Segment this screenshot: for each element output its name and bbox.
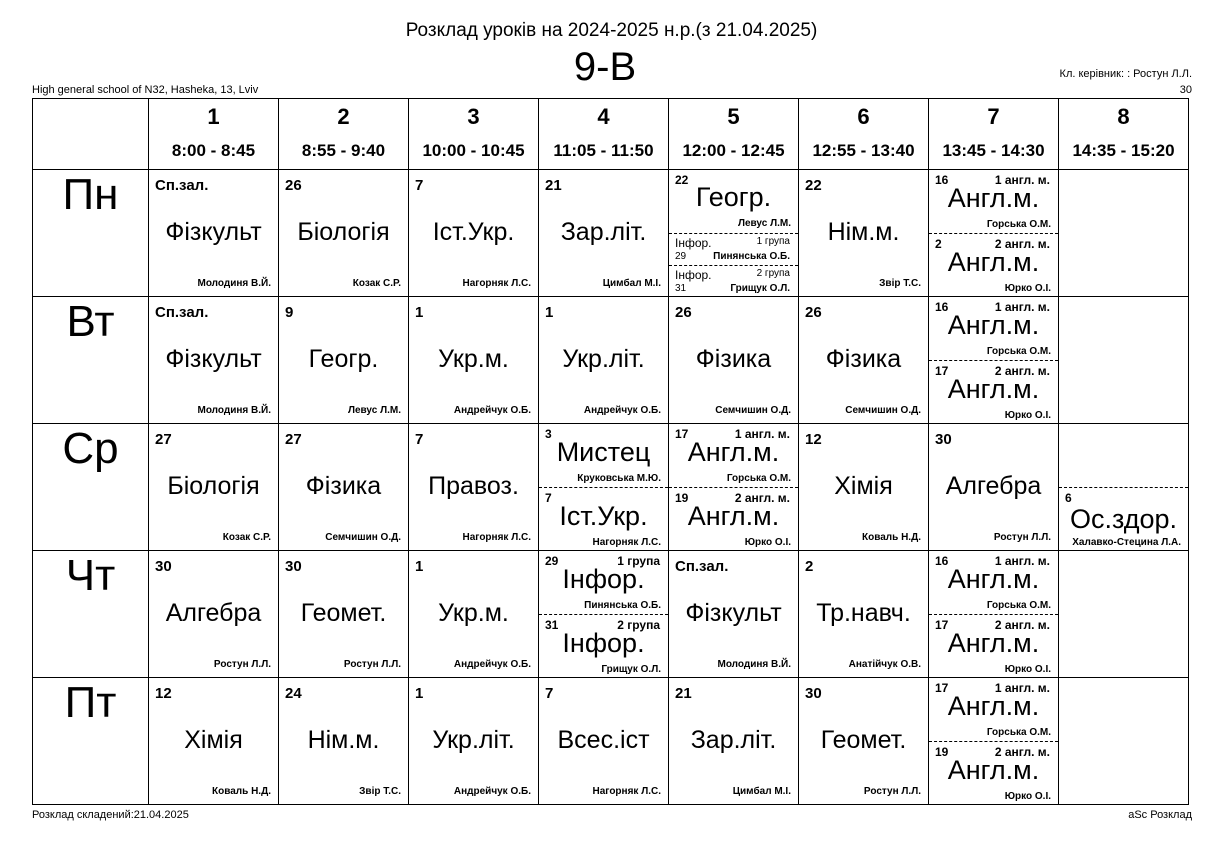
lesson-room: 7 <box>545 491 552 505</box>
lesson-teacher: Семчишин О.Д. <box>715 405 791 416</box>
lesson-part <box>669 170 798 234</box>
lesson-teacher: Ростун Л.Л. <box>863 786 921 797</box>
lesson-cell <box>669 297 799 424</box>
lesson-cell-split <box>539 424 669 551</box>
lesson-subject: Англ.м. <box>947 374 1040 404</box>
lesson-teacher: Андрейчук О.Б. <box>453 786 531 797</box>
lesson-part <box>929 297 1058 361</box>
lesson-part <box>669 424 798 488</box>
lesson-room: 22 <box>675 173 689 187</box>
lesson-teacher: Звір Т.С. <box>359 786 401 797</box>
lesson-cell <box>149 551 279 678</box>
period-number: 2 <box>337 104 350 129</box>
lesson-cell <box>409 424 539 551</box>
period-time: 14:35 - 15:20 <box>1072 141 1175 160</box>
lesson-cell <box>149 297 279 424</box>
lesson-subject: Англ.м. <box>687 437 780 467</box>
lesson-teacher: Нагорняк Л.С. <box>592 786 661 797</box>
class-name: 9-В <box>573 45 637 89</box>
lesson-subject: Геогр. <box>695 182 772 212</box>
lesson-room: 30 <box>155 558 172 575</box>
lesson-part <box>929 615 1058 678</box>
lesson-room: Сп.зал. <box>155 304 209 321</box>
lesson-teacher: Левус Л.М. <box>737 218 791 229</box>
lesson-teacher: Горська О.М. <box>986 727 1051 738</box>
lesson-part <box>929 170 1058 234</box>
lesson-room: 7 <box>545 685 554 702</box>
lesson-room: 31 <box>545 618 559 632</box>
lesson-subject: Нім.м. <box>307 726 380 754</box>
lesson-room: 17 <box>935 618 949 632</box>
lesson-group: 1 англ. м. <box>994 554 1050 568</box>
lesson-room: 1 <box>545 304 554 321</box>
lesson-room: 2 <box>935 237 942 251</box>
lesson-subject: Англ.м. <box>947 247 1040 277</box>
lesson-cell <box>409 297 539 424</box>
lesson-teacher: Цимбал М.І. <box>732 786 791 797</box>
lesson-teacher: Нагорняк Л.С. <box>592 537 661 548</box>
lesson-subject: Інфор. <box>562 628 645 658</box>
lesson-cell <box>279 678 409 805</box>
period-time: 13:45 - 14:30 <box>942 141 1045 160</box>
period-time: 8:55 - 9:40 <box>301 141 386 160</box>
lesson-subject: Англ.м. <box>947 691 1040 721</box>
lesson-subject: Зар.літ. <box>690 726 777 754</box>
lesson-cell-empty <box>1059 551 1189 678</box>
lesson-part <box>539 424 668 488</box>
lesson-room: 27 <box>155 431 172 448</box>
lesson-teacher: Молодиня В.Й. <box>717 659 791 670</box>
school-name: High general school of N32, Hasheka, 13, Lviv <box>32 84 259 96</box>
lesson-teacher: Круковська М.Ю. <box>577 473 661 484</box>
period-header-6 <box>799 99 929 170</box>
lesson-subject: Англ.м. <box>947 310 1040 340</box>
lesson-group: 2 англ. м. <box>994 364 1050 378</box>
period-time: 12:55 - 13:40 <box>812 141 915 160</box>
lesson-room: 31 <box>675 283 687 294</box>
lesson-room: 19 <box>675 491 689 505</box>
lesson-teacher: Горська О.М. <box>986 346 1051 357</box>
period-time: 12:00 - 12:45 <box>682 141 785 160</box>
lesson-subject: Геомет. <box>300 599 387 627</box>
lesson-part <box>1059 488 1188 551</box>
lesson-subject: Інфор. <box>562 564 645 594</box>
lesson-teacher: Горська О.М. <box>986 219 1051 230</box>
lesson-room: 22 <box>805 177 822 194</box>
lesson-part <box>669 266 798 297</box>
lesson-teacher: Левус Л.М. <box>347 405 401 416</box>
lesson-part <box>929 361 1058 424</box>
lesson-subject: Укр.м. <box>438 345 509 373</box>
lesson-subject: Біологія <box>167 472 260 500</box>
lesson-teacher: Молодиня В.Й. <box>197 405 271 416</box>
lesson-teacher: Халавко-Стецина Л.А. <box>1072 537 1181 548</box>
lesson-cell <box>279 297 409 424</box>
period-header-7 <box>929 99 1059 170</box>
lesson-subject: Біологія <box>297 218 390 246</box>
lesson-group: 2 англ. м. <box>994 618 1050 632</box>
lesson-room: 7 <box>415 177 424 194</box>
period-number: 4 <box>597 104 610 129</box>
lesson-group: 1 група <box>756 236 790 247</box>
lesson-cell <box>539 170 669 297</box>
lesson-cell <box>929 424 1059 551</box>
lesson-subject: Англ.м. <box>947 628 1040 658</box>
timetable-grid <box>32 98 1189 805</box>
lesson-teacher: Горська О.М. <box>986 600 1051 611</box>
lesson-cell <box>409 551 539 678</box>
lesson-part <box>539 488 668 551</box>
lesson-teacher: Звір Т.С. <box>879 278 921 289</box>
lesson-subject: Зар.літ. <box>560 218 647 246</box>
lesson-room: 21 <box>545 177 562 194</box>
lesson-subject: Інфор. <box>675 236 712 250</box>
lesson-subject: Алгебра <box>165 599 262 627</box>
lesson-teacher: Ростун Л.Л. <box>993 532 1051 543</box>
lesson-teacher: Горська О.М. <box>726 473 791 484</box>
lesson-room: 16 <box>935 554 949 568</box>
lesson-subject: Хімія <box>184 726 243 754</box>
lesson-room: 16 <box>935 173 949 187</box>
lesson-cell <box>799 297 929 424</box>
lesson-group: 1 англ. м. <box>994 173 1050 187</box>
lesson-subject: Геогр. <box>308 345 379 373</box>
lesson-room: 24 <box>285 685 302 702</box>
lesson-cell-empty <box>1059 297 1189 424</box>
lesson-cell <box>539 678 669 805</box>
created-date: Розклад складений:21.04.2025 <box>32 809 189 821</box>
lesson-group: 2 група <box>617 618 660 632</box>
lesson-subject: Фізика <box>825 345 902 373</box>
lesson-cell <box>669 678 799 805</box>
lesson-subject: Інфор. <box>675 268 712 282</box>
lesson-cell <box>409 170 539 297</box>
lesson-cell <box>279 170 409 297</box>
lesson-teacher: Козак С.Р. <box>352 278 401 289</box>
lesson-room: 17 <box>935 681 949 695</box>
lesson-teacher: Ростун Л.Л. <box>213 659 271 670</box>
lesson-cell-empty <box>1059 170 1189 297</box>
lesson-teacher: Семчишин О.Д. <box>845 405 921 416</box>
day-label-fri: Пт <box>33 678 149 805</box>
lesson-room: 30 <box>285 558 302 575</box>
lesson-subject: Укр.літ. <box>432 726 515 754</box>
lesson-part <box>929 742 1058 805</box>
period-number: 8 <box>1117 104 1130 129</box>
lesson-teacher: Коваль Н.Д. <box>212 786 271 797</box>
lesson-subject: Мистец <box>556 437 651 467</box>
lesson-room: 12 <box>805 431 822 448</box>
lesson-room: 26 <box>675 304 692 321</box>
lesson-teacher: Коваль Н.Д. <box>862 532 921 543</box>
lesson-cell-split <box>669 424 799 551</box>
lesson-subject: Укр.м. <box>438 599 509 627</box>
period-number: 1 <box>207 104 220 129</box>
lesson-subject: Іст.Укр. <box>559 501 648 531</box>
lesson-cell <box>669 551 799 678</box>
lesson-teacher: Молодиня В.Й. <box>197 278 271 289</box>
lesson-cell <box>279 551 409 678</box>
lesson-teacher: Андрейчук О.Б. <box>453 405 531 416</box>
lesson-group: 1 англ. м. <box>994 681 1050 695</box>
lesson-part-empty <box>1059 424 1188 488</box>
lesson-teacher: Козак С.Р. <box>222 532 271 543</box>
lesson-group: 1 англ. м. <box>734 427 790 441</box>
lesson-teacher: Юрко О.І. <box>744 537 791 548</box>
lesson-room: 1 <box>415 685 424 702</box>
lesson-cell-split <box>929 170 1059 297</box>
lesson-part <box>539 615 668 678</box>
lesson-cell <box>799 170 929 297</box>
lesson-teacher: Пинянська О.Б. <box>584 600 661 611</box>
lesson-group: 2 англ. м. <box>994 745 1050 759</box>
lesson-cell-split <box>929 678 1059 805</box>
homeroom-number: 30 <box>1179 84 1192 96</box>
lesson-cell <box>149 170 279 297</box>
lesson-subject: Фізика <box>695 345 772 373</box>
lesson-subject: Правоз. <box>428 472 519 500</box>
lesson-room: 7 <box>415 431 424 448</box>
lesson-part <box>669 488 798 551</box>
lesson-teacher: Юрко О.І. <box>1004 283 1051 294</box>
lesson-cell-split <box>539 551 669 678</box>
lesson-subject: Алгебра <box>945 472 1042 500</box>
lesson-teacher: Андрейчук О.Б. <box>453 659 531 670</box>
lesson-part <box>669 234 798 266</box>
lesson-subject: Тр.навч. <box>816 599 911 627</box>
period-number: 7 <box>987 104 1000 129</box>
lesson-teacher: Нагорняк Л.С. <box>462 278 531 289</box>
lesson-room: 19 <box>935 745 949 759</box>
lesson-room: 26 <box>285 177 302 194</box>
lesson-part <box>929 551 1058 615</box>
lesson-teacher: Цимбал М.І. <box>602 278 661 289</box>
lesson-group: 2 група <box>756 268 790 279</box>
lesson-room: 29 <box>545 554 559 568</box>
class-teacher: Кл. керівник: : Ростун Л.Л. <box>1059 68 1192 80</box>
lesson-room: 30 <box>805 685 822 702</box>
lesson-room: 1 <box>415 304 424 321</box>
period-number: 3 <box>467 104 480 129</box>
lesson-room: 12 <box>155 685 172 702</box>
lesson-teacher: Андрейчук О.Б. <box>583 405 661 416</box>
lesson-room: 26 <box>805 304 822 321</box>
period-header-1 <box>149 99 279 170</box>
lesson-teacher: Нагорняк Л.С. <box>462 532 531 543</box>
lesson-room: 27 <box>285 431 302 448</box>
lesson-cell <box>799 678 929 805</box>
period-number: 6 <box>857 104 870 129</box>
lesson-part <box>929 678 1058 742</box>
lesson-cell-split <box>929 297 1059 424</box>
lesson-group: 1 група <box>617 554 660 568</box>
day-label-thu: Чт <box>33 551 149 678</box>
lesson-subject: Фізкульт <box>165 218 262 246</box>
lesson-room: 9 <box>285 304 294 321</box>
lesson-cell <box>799 551 929 678</box>
lesson-room: 30 <box>935 431 952 448</box>
lesson-subject: Хімія <box>834 472 893 500</box>
lesson-teacher: Ростун Л.Л. <box>343 659 401 670</box>
lesson-subject: Фізкульт <box>165 345 262 373</box>
lesson-teacher: Грищук О.Л. <box>601 664 661 675</box>
lesson-room: Сп.зал. <box>675 558 729 575</box>
lesson-cell-empty <box>1059 678 1189 805</box>
lesson-subject: Фізика <box>305 472 382 500</box>
lesson-room: 3 <box>545 427 552 441</box>
lesson-group: 1 англ. м. <box>994 300 1050 314</box>
lesson-subject: Іст.Укр. <box>432 218 515 246</box>
lesson-subject: Фізкульт <box>685 599 782 627</box>
lesson-teacher: Семчишин О.Д. <box>325 532 401 543</box>
lesson-cell <box>539 297 669 424</box>
period-time: 10:00 - 10:45 <box>422 141 525 160</box>
lesson-cell <box>409 678 539 805</box>
lesson-room: 1 <box>415 558 424 575</box>
lesson-teacher: Юрко О.І. <box>1004 791 1051 802</box>
lesson-subject: Нім.м. <box>827 218 900 246</box>
period-time: 11:05 - 11:50 <box>553 141 654 160</box>
period-header-3 <box>409 99 539 170</box>
lesson-subject: Укр.літ. <box>562 345 645 373</box>
lesson-subject: Всес.іст <box>557 726 650 754</box>
lesson-teacher: Юрко О.І. <box>1004 410 1051 421</box>
period-time: 8:00 - 8:45 <box>171 141 256 160</box>
lesson-part <box>539 551 668 615</box>
corner-cell <box>33 99 149 170</box>
lesson-room: 6 <box>1065 491 1072 505</box>
lesson-cell-split <box>929 551 1059 678</box>
page-title: Розклад уроків на 2024-2025 н.р.(з 21.04.2025) <box>405 20 818 41</box>
period-header-2 <box>279 99 409 170</box>
lesson-teacher: Юрко О.І. <box>1004 664 1051 675</box>
lesson-subject: Англ.м. <box>947 564 1040 594</box>
lesson-subject: Англ.м. <box>947 183 1040 213</box>
generator-name: aSc Розклад <box>1128 809 1192 821</box>
period-number: 5 <box>727 104 740 129</box>
lesson-room: 21 <box>675 685 692 702</box>
lesson-cell <box>149 678 279 805</box>
lesson-teacher: Грищук О.Л. <box>730 283 790 294</box>
lesson-room: 29 <box>675 251 687 262</box>
lesson-subject: Геомет. <box>820 726 907 754</box>
lesson-group: 2 англ. м. <box>734 491 790 505</box>
lesson-subject: Ос.здор. <box>1069 504 1178 534</box>
lesson-group: 2 англ. м. <box>994 237 1050 251</box>
lesson-teacher: Анатійчук О.В. <box>848 659 921 670</box>
period-header-4 <box>539 99 669 170</box>
day-label-wed: Ср <box>33 424 149 551</box>
lesson-subject: Англ.м. <box>947 755 1040 785</box>
lesson-room: 17 <box>675 427 689 441</box>
lesson-room: 16 <box>935 300 949 314</box>
lesson-room: 2 <box>805 558 814 575</box>
lesson-cell <box>149 424 279 551</box>
lesson-subject: Англ.м. <box>687 501 780 531</box>
day-label-mon: Пн <box>33 170 149 297</box>
lesson-room: Сп.зал. <box>155 177 209 194</box>
period-header-8 <box>1059 99 1189 170</box>
lesson-cell-split <box>1059 424 1189 551</box>
lesson-part <box>929 234 1058 297</box>
lesson-cell <box>799 424 929 551</box>
lesson-cell <box>279 424 409 551</box>
period-header-5 <box>669 99 799 170</box>
day-label-tue: Вт <box>33 297 149 424</box>
lesson-room: 17 <box>935 364 949 378</box>
lesson-teacher: Пинянська О.Б. <box>713 251 790 262</box>
lesson-cell-split3 <box>669 170 799 297</box>
